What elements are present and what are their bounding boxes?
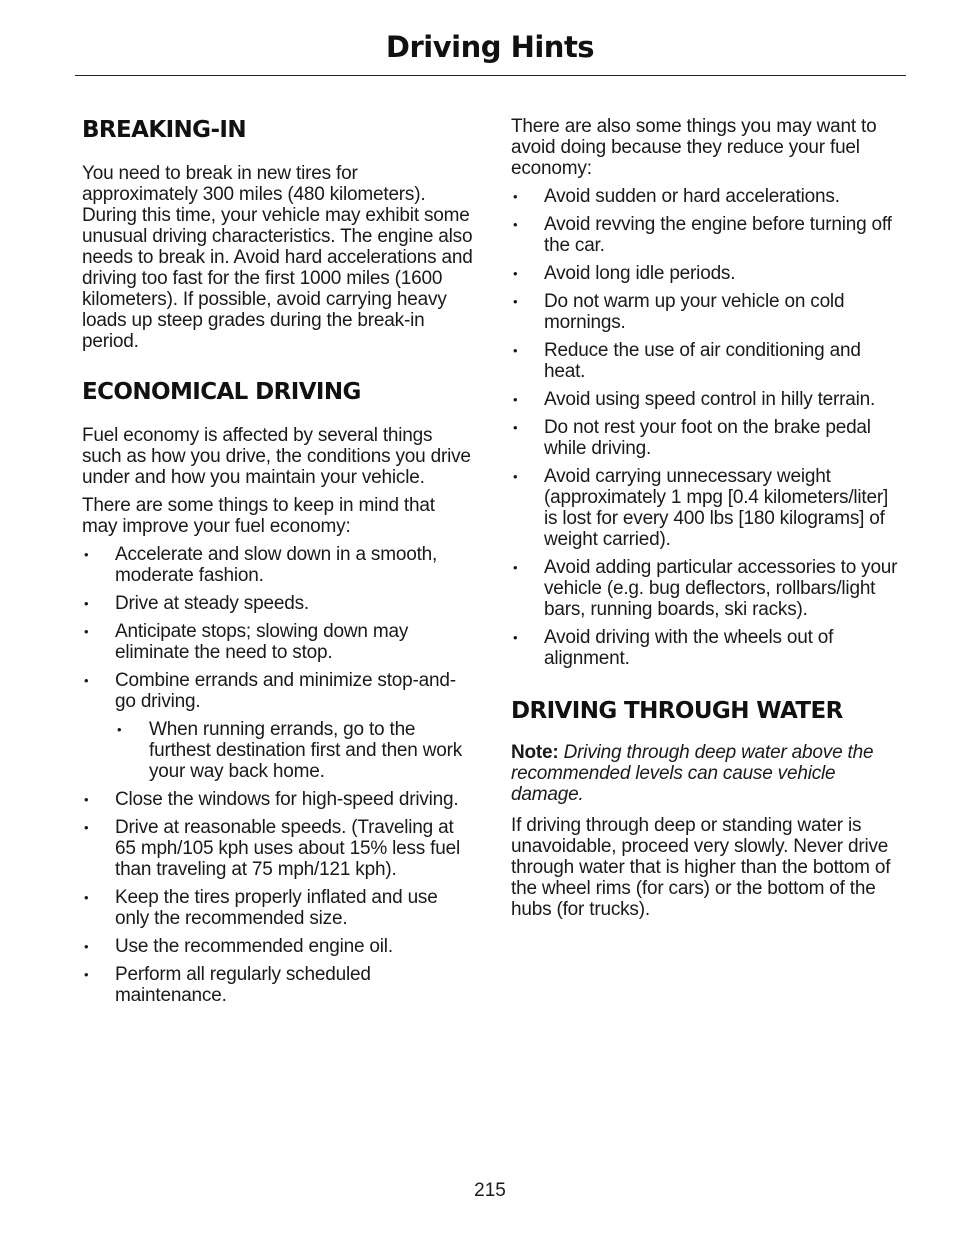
list-item: • Do not rest your foot on the brake pedal while driving. xyxy=(511,417,903,459)
left-column xyxy=(82,116,474,1013)
list-item: • Combine errands and minimize stop-and-go driving. • When running errands, go to the furthest destination first and then work your way back home. xyxy=(82,670,474,782)
list-item: • Do not warm up your vehicle on cold mornings. xyxy=(511,291,903,333)
keep-in-mind-paragraph: There are some things to keep in mind that may improve your fuel economy: xyxy=(82,495,435,537)
list-item: • Avoid using speed control in hilly terrain. xyxy=(511,389,903,410)
list-item: • Avoid revving the engine before turning off the car. xyxy=(511,214,903,256)
list-item: • Avoid driving with the wheels out of alignment. xyxy=(511,627,903,669)
avoid-intro-paragraph: There are also some things you may want to avoid doing because they reduce your fuel economy: xyxy=(511,116,877,179)
economical-driving-heading: ECONOMICAL DRIVING xyxy=(82,379,361,405)
list-item: • Drive at reasonable speeds. (Traveling at 65 mph/105 kph uses about 15% less fuel than traveling at 75 mph/121 kph). xyxy=(82,817,474,880)
title-divider xyxy=(75,75,906,76)
list-item: • Keep the tires properly inflated and use only the recommended size. xyxy=(82,887,474,929)
list-item: • Avoid adding particular accessories to your vehicle (e.g. bug deflectors, rollbars/light bars, running boards, ski racks). xyxy=(511,557,903,620)
list-item: • Reduce the use of air conditioning and heat. xyxy=(511,340,903,382)
page-title: Driving Hints xyxy=(385,30,595,64)
list-item: • Avoid carrying unnecessary weight (approximately 1 mpg [0.4 kilometers/liter] is lost for every 400 lbs [180 kilograms] of weight carried). xyxy=(511,466,903,550)
breaking-in-heading: BREAKING-IN xyxy=(82,117,247,143)
note-label: Note: xyxy=(511,742,559,763)
economy-intro-paragraph: Fuel economy is affected by several things such as how you drive, the conditions you drive under and how you maintain your vehicle. xyxy=(82,425,471,488)
list-item: • Anticipate stops; slowing down may eliminate the need to stop. xyxy=(82,621,474,663)
list-item: • Perform all regularly scheduled maintenance. xyxy=(82,964,474,1006)
sub-list-item: • When running errands, go to the furthest destination first and then work your way back home. xyxy=(115,719,474,782)
right-column xyxy=(511,116,903,927)
water-paragraph: If driving through deep or standing water is unavoidable, proceed very slowly. Never drive through water that is higher than the bottom of the wheel rims (for cars) or the bottom of the hubs (for trucks). xyxy=(511,815,891,920)
list-item: • Accelerate and slow down in a smooth, moderate fashion. xyxy=(82,544,474,586)
avoid-list xyxy=(511,186,903,669)
list-item: • Avoid long idle periods. xyxy=(511,263,903,284)
list-item: • Use the recommended engine oil. xyxy=(82,936,474,957)
errands-sub-list xyxy=(115,719,474,782)
page-number: 215 xyxy=(474,1180,506,1201)
driving-through-water-heading: DRIVING THROUGH WATER xyxy=(511,698,843,724)
list-item: • Avoid sudden or hard accelerations. xyxy=(511,186,903,207)
list-item: • Drive at steady speeds. xyxy=(82,593,474,614)
list-item: • Close the windows for high-speed driving. xyxy=(82,789,474,810)
fuel-economy-tips-list xyxy=(82,544,474,1006)
breaking-in-paragraph: You need to break in new tires for approximately 300 miles (480 kilometers). During this time, your vehicle may exhibit some unusual driving characteristics. The engine also needs to break in. Avoid hard accelerations and driving too fast for the first 1000 miles (1600 kilometers). If possible, avoid carrying heavy loads up steep grades during the break-in period. xyxy=(82,163,473,352)
water-note xyxy=(511,742,903,805)
note-text: Driving through deep water above the recommended levels can cause vehicle damage. xyxy=(511,742,874,805)
